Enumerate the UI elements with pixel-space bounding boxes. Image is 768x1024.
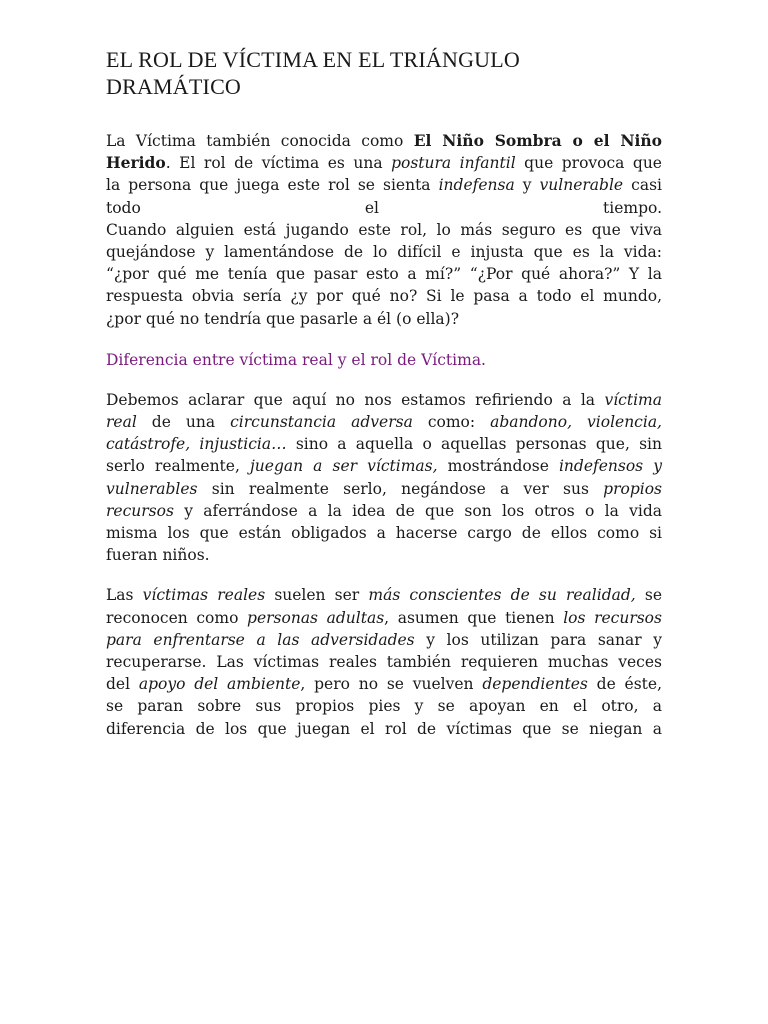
title-line: EL ROL DE VÍCTIMA EN EL TRIÁNGULO (106, 47, 520, 72)
text-run: Las (106, 586, 143, 605)
text-line: Cuando alguien está jugando este rol, lo más seguro es que viva (106, 220, 662, 239)
bold-text: El Niño Sombra o el Niño (413, 131, 662, 150)
text-run: casi (623, 176, 662, 195)
text-line: respuesta obvia sería ¿y por qué no? Si le pasa a todo el mundo, (106, 287, 662, 306)
italic-text: vulnerables (106, 479, 198, 498)
text-run: suelen ser (265, 586, 369, 605)
text-line (106, 673, 662, 695)
text-run: como: (412, 413, 491, 432)
text-line: diferencia de los que juegan el rol de víctimas que se niegan a (106, 719, 662, 738)
text-line: misma los que están obligados a hacerse cargo de ellos como si (106, 524, 662, 543)
text-run: Debemos aclarar que aquí no nos estamos refiriendo a la (106, 390, 605, 409)
text-line (106, 629, 662, 651)
text-line (106, 607, 662, 629)
text-run: y (514, 176, 540, 195)
text-line (106, 130, 662, 152)
text-line: todo el tiempo. (106, 198, 662, 217)
text-run: de éste, (587, 675, 663, 694)
italic-text: personas adultas (247, 608, 385, 627)
italic-text: dependientes (482, 675, 588, 694)
text-run: serlo realmente, (106, 457, 250, 476)
text-line (106, 584, 662, 606)
italic-text: indefensos y (558, 457, 662, 476)
italic-text: recursos (106, 501, 174, 520)
text-run: de una (136, 413, 231, 432)
text-run: sino a aquella o aquellas personas que, sin (286, 435, 662, 454)
text-line: recuperarse. Las víctimas reales también requieren muchas veces (106, 653, 662, 672)
text-line (106, 152, 662, 174)
text-run: mostrándose (437, 457, 559, 476)
paragraph-intro (106, 130, 662, 330)
text-run: . El rol de víctima es una (165, 154, 392, 173)
italic-text: apoyo del ambiente (138, 675, 301, 694)
paragraph-difference (106, 389, 662, 567)
text-line (106, 500, 662, 522)
italic-text: víctima (604, 390, 662, 409)
text-run: y aferrándose a la idea de que son los otros o la vida (173, 501, 662, 520)
text-run: y los utilizan para sanar y (414, 630, 662, 649)
text-run: la persona que juega este rol se sienta (106, 176, 439, 195)
text-line (106, 389, 662, 411)
bold-text: Herido (106, 153, 166, 173)
italic-text: vulnerable (539, 176, 624, 195)
text-run: que provoca que (515, 154, 662, 173)
text-line (106, 174, 662, 196)
text-run: , pero no se vuelven (300, 675, 483, 694)
text-line: fueran niños. (106, 546, 210, 565)
text-line: quejándose y lamentándose de lo difícil e injusta que es la vida: (106, 243, 662, 262)
italic-text: más conscientes de su realidad, (368, 586, 636, 605)
text-run: reconocen como (106, 608, 248, 627)
text-line (106, 411, 662, 433)
title-line: DRAMÁTICO (106, 74, 242, 99)
text-line: “¿por qué me tenía que pasar esto a mí?” “¿Por qué ahora?” Y la (106, 265, 662, 284)
italic-text: para enfrentarse a las adversidades (106, 630, 415, 649)
text-run: sin realmente serlo, negándose a ver sus (197, 479, 604, 498)
italic-text: los recursos (563, 608, 662, 627)
italic-text: postura infantil (391, 154, 516, 173)
italic-text: circunstancia adversa (230, 413, 413, 432)
text-run: , asumen que tienen (384, 608, 564, 627)
text-line (106, 455, 662, 477)
text-run: La Víctima también conocida como (106, 132, 414, 150)
text-run: del (106, 675, 139, 694)
italic-text: catástrofe, injusticia… (106, 435, 287, 454)
italic-text: abandono, violencia, (490, 413, 662, 432)
text-line (106, 433, 662, 455)
section-subheading: Diferencia entre víctima real y el rol de Víctima. (106, 350, 486, 369)
document-page (106, 46, 662, 740)
document-title (106, 46, 662, 100)
text-line (106, 478, 662, 500)
paragraph-spacer (106, 566, 662, 584)
italic-text: víctimas reales (142, 586, 266, 605)
italic-text: real (106, 413, 137, 432)
text-line: se paran sobre sus propios pies y se apoyan en el otro, a (106, 697, 662, 716)
text-line: ¿por qué no tendría que pasarle a él (o ella)? (106, 309, 460, 328)
italic-text: juegan a ser víctimas, (249, 457, 438, 476)
italic-text: indefensa (438, 176, 515, 195)
italic-text: propios (603, 479, 662, 498)
text-run: se (635, 586, 663, 605)
paragraph-real-victims (106, 584, 662, 739)
